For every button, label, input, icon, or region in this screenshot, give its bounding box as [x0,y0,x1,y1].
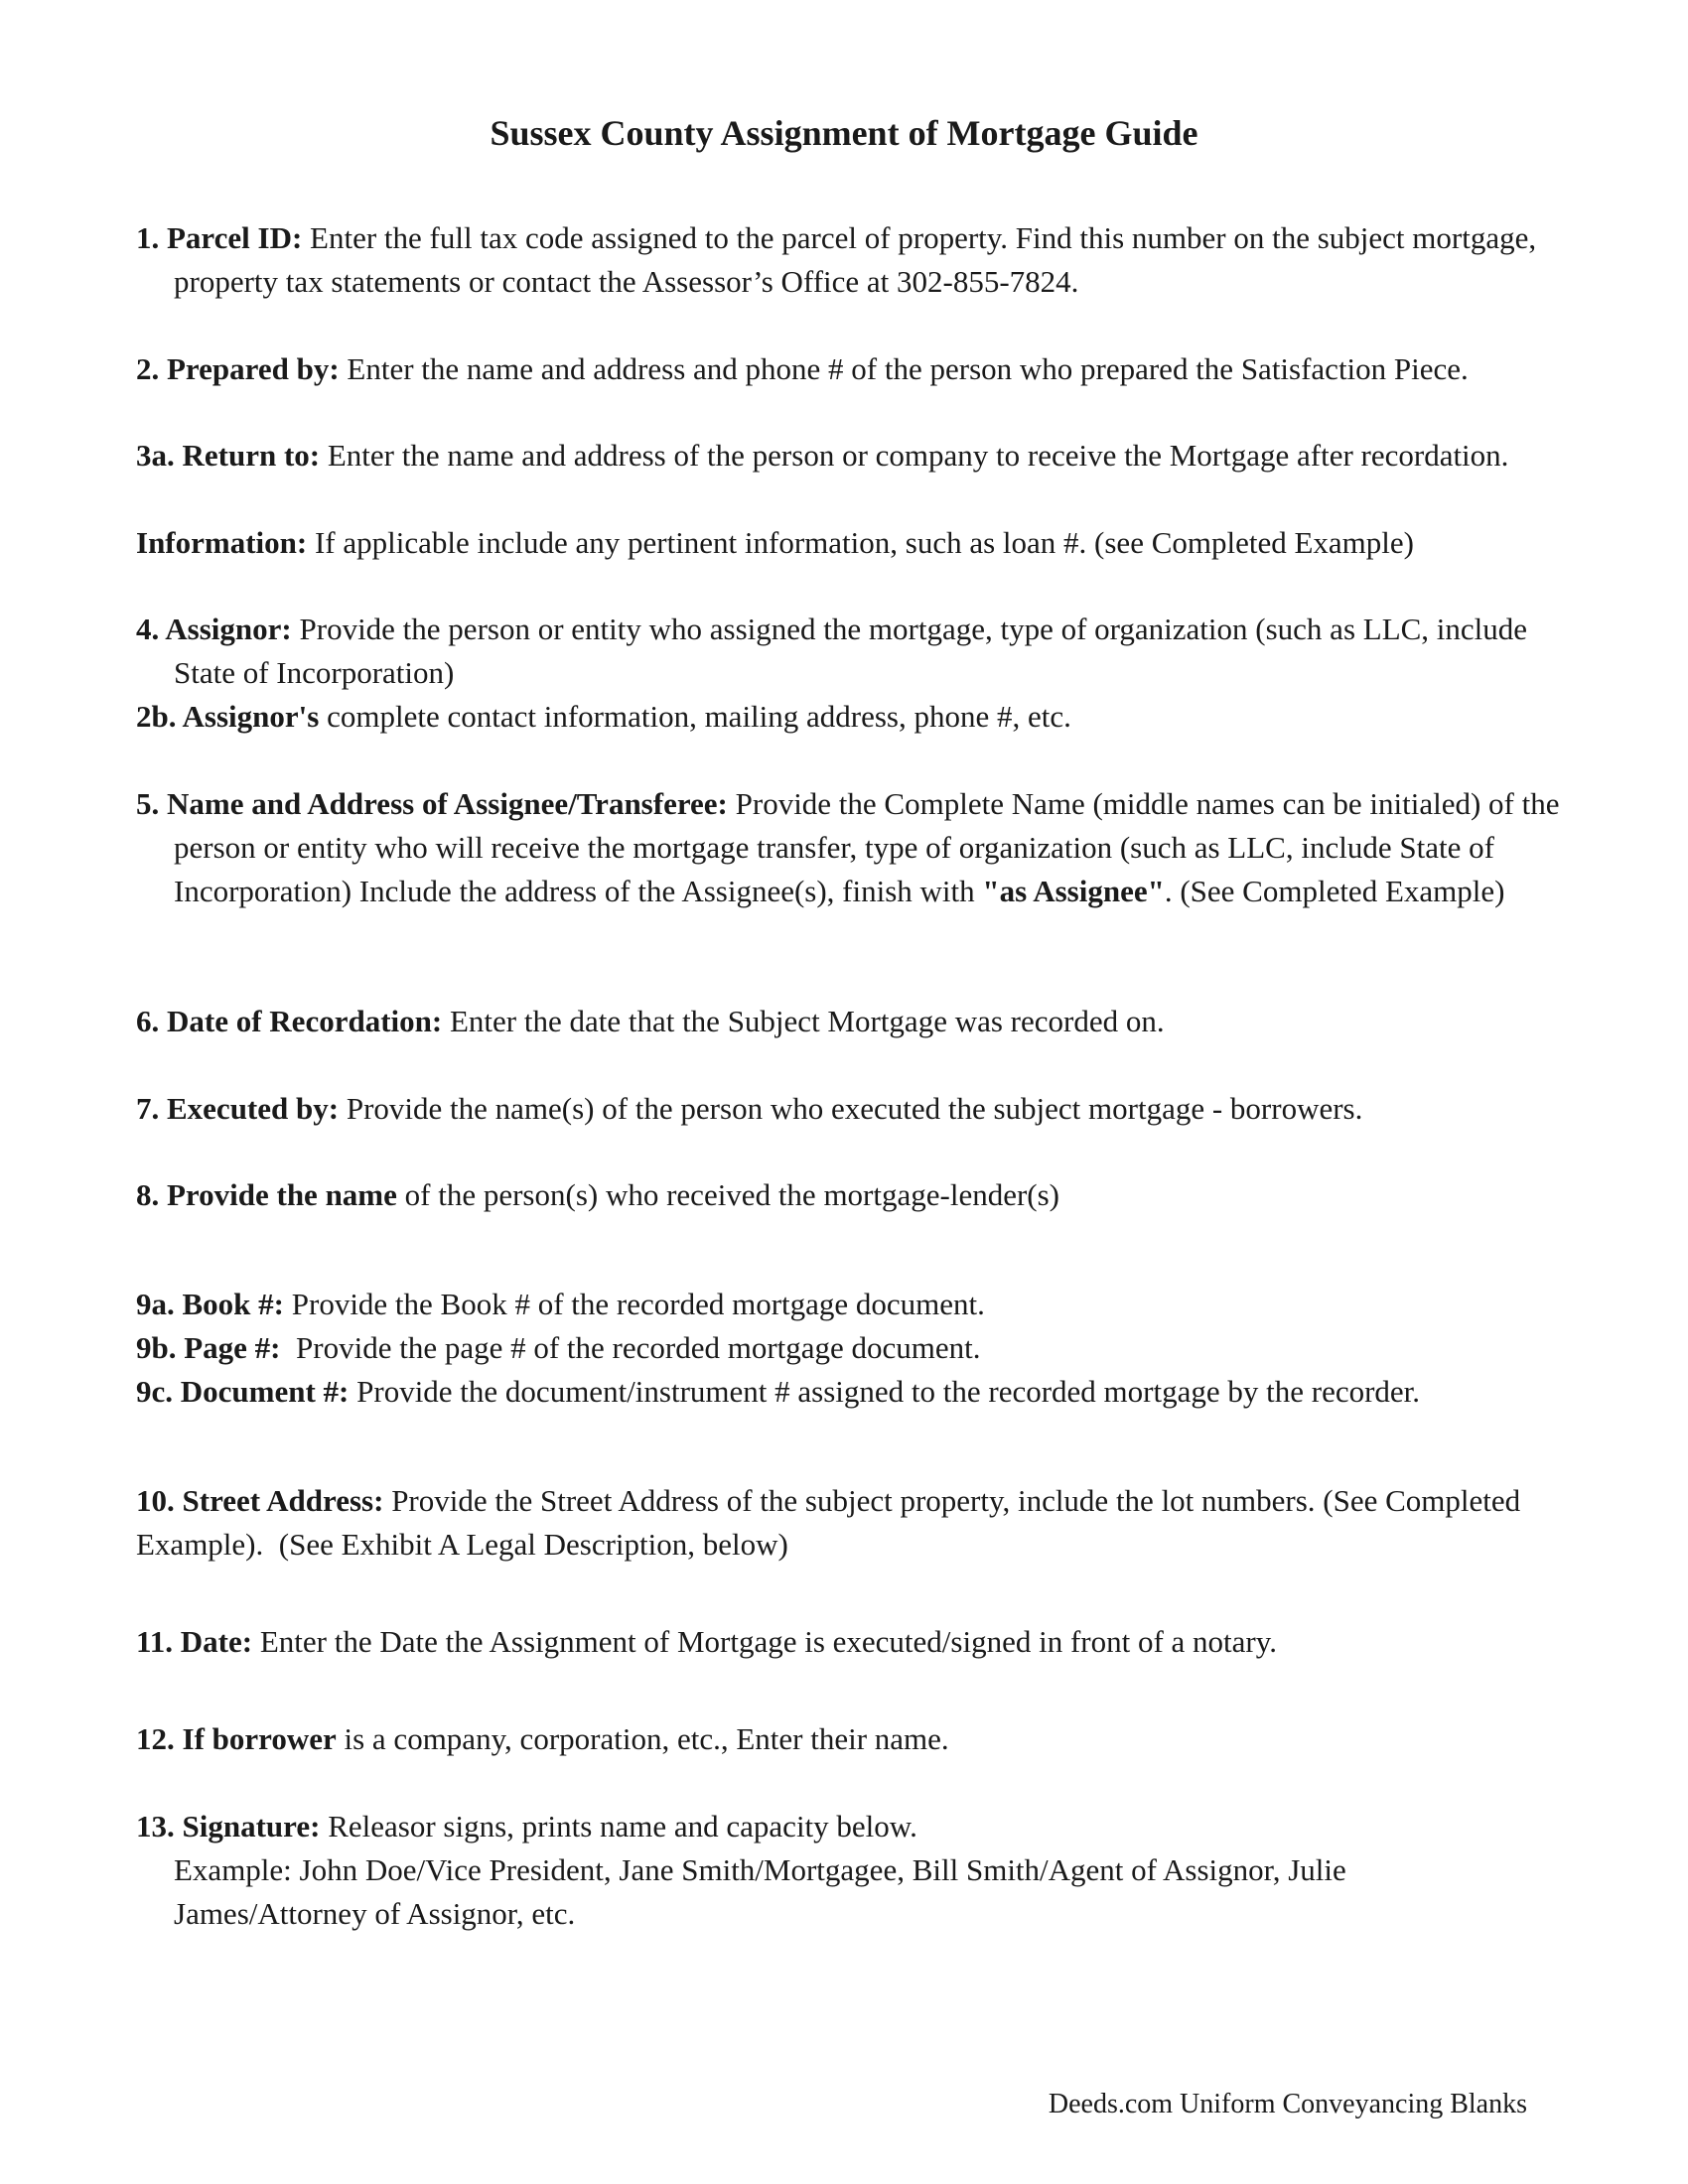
item-text: is a company, corporation, etc., Enter their name. [336,1721,949,1756]
item-page-number [136,1326,1576,1370]
item-bold-tail: "as Assignee" [982,874,1165,908]
item-label: 13. Signature: [136,1809,321,1843]
item-parcel-id [136,216,1576,304]
item-text: Enter the name and address of the person or company to receive the Mortgage after recordation. [320,438,1509,473]
item-label: 3a. Return to: [136,438,321,473]
item-text: complete contact information, mailing address, phone #, etc. [319,699,1071,734]
item-label: 8. Provide the name [136,1177,397,1212]
item-tail: . (See Completed Example) [1164,874,1505,908]
item-label: 9b. Page #: [136,1330,281,1365]
item-label: 5. Name and Address of Assignee/Transferee: [136,786,728,821]
item-label: Information: [136,525,308,560]
item-label: 2. Prepared by: [136,351,340,386]
item-label: 9a. Book #: [136,1287,284,1321]
item-text: Enter the date that the Subject Mortgage was recorded on. [442,1004,1165,1038]
item-text: Example: John Doe/Vice President, Jane Smith/Mortgagee, Bill Smith/Agent of Assignor, Julie James/Attorney of Assignor, etc. [174,1852,1346,1931]
item-signature-example [174,1848,1445,1936]
item-assignor [136,608,1576,695]
item-text: Provide the page # of the recorded mortgage document. [280,1330,981,1365]
item-label: 11. Date: [136,1624,253,1659]
item-borrower-company [136,1717,1576,1761]
item-lender-name [136,1173,1576,1217]
item-text: Enter the name and address and phone # of the person who prepared the Satisfaction Piece. [339,351,1469,386]
item-text: of the person(s) who received the mortgage-lender(s) [396,1177,1059,1212]
item-assignee [136,782,1576,913]
item-return-to [136,434,1576,478]
page-title: Sussex County Assignment of Mortgage Guide [490,113,1198,153]
item-prepared-by [136,347,1576,391]
item-text: Provide the document/instrument # assigned to the recorded mortgage by the recorder. [349,1374,1421,1409]
item-date-of-recordation [136,1000,1576,1043]
item-text: Provide the Street Address of the subject property, include the lot numbers. (See Completed Example). (See Exhibit A Legal Description, below) [136,1483,1528,1562]
item-text: Provide the person or entity who assigned the mortgage, type of organization (such as LLC, include State of Incorporation) [174,612,1528,690]
item-signature [136,1805,1576,1848]
item-text: Enter the Date the Assignment of Mortgage is executed/signed in front of a notary. [252,1624,1277,1659]
item-label: 9c. Document #: [136,1374,350,1409]
item-label: 6. Date of Recordation: [136,1004,443,1038]
item-text: Provide the Complete Name (middle names can be initialed) of the person or entity who will receive the mortgage transfer, type of organization (such as LLC, include State of Incorporation) Include the address of the Assignee(s), finish with [174,786,1560,908]
item-label: 2b. Assignor's [136,699,320,734]
item-text: If applicable include any pertinent information, such as loan #. (see Completed Example) [307,525,1414,560]
item-label: 10. Street Address: [136,1483,384,1518]
item-text: Releasor signs, prints name and capacity below. [320,1809,917,1843]
item-text: Provide the name(s) of the person who executed the subject mortgage - borrowers. [339,1091,1363,1126]
item-document-number [136,1370,1576,1414]
page-footer: Deeds.com Uniform Conveyancing Blanks [1048,2089,1527,2119]
item-book-number [136,1283,1576,1326]
item-information [136,521,1576,565]
item-assignor-contact [136,695,1576,739]
item-label: 7. Executed by: [136,1091,340,1126]
item-executed-by [136,1087,1576,1131]
item-date [136,1620,1576,1664]
item-text: Provide the Book # of the recorded mortgage document. [284,1287,985,1321]
item-text: Enter the full tax code assigned to the parcel of property. Find this number on the subject mortgage, property tax statements or contact the Assessor’s Office at 302-855-7824. [174,220,1537,299]
item-street-address [136,1479,1576,1567]
item-label: 4. Assignor: [136,612,292,646]
item-label: 12. If borrower [136,1721,337,1756]
item-label: 1. Parcel ID: [136,220,303,255]
